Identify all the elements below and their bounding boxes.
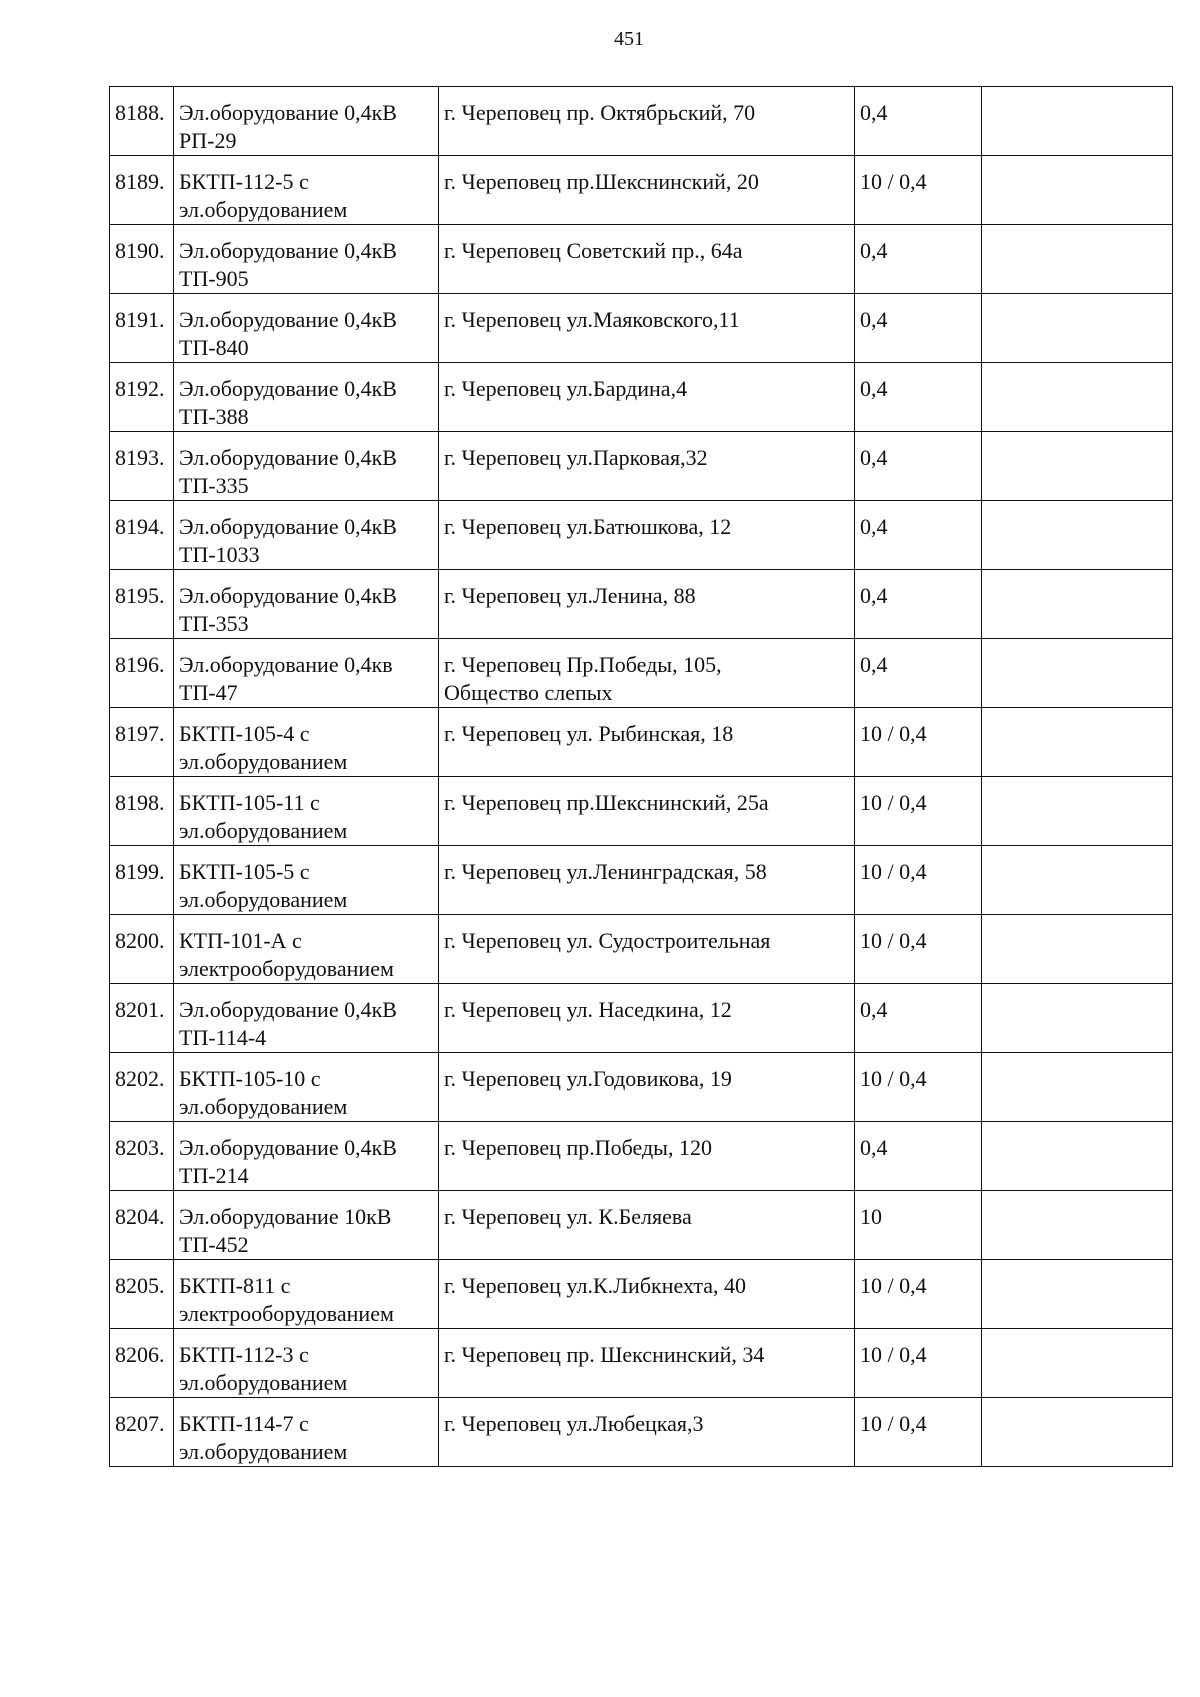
row-number: 8204. (115, 1204, 165, 1229)
voltage-cell (855, 501, 982, 570)
equipment-name: БКТП-105-11 с эл.оборудованием (179, 790, 348, 843)
table-row (110, 1122, 1173, 1191)
equipment-name-cell (174, 1329, 439, 1398)
voltage: 0,4 (860, 997, 888, 1022)
equipment-name: КТП-101-А с электрооборудованием (179, 928, 394, 981)
row-number: 8200. (115, 928, 165, 953)
extra-cell-cell (982, 156, 1173, 225)
row-number: 8190. (115, 238, 165, 263)
row-number: 8199. (115, 859, 165, 884)
equipment-name-cell (174, 570, 439, 639)
row-number-cell (110, 777, 174, 846)
address: г. Череповец ул.Маяковского,11 (444, 307, 740, 332)
voltage-cell (855, 87, 982, 156)
equipment-name: БКТП-112-5 с эл.оборудованием (179, 169, 348, 222)
table-row (110, 294, 1173, 363)
row-number-cell (110, 570, 174, 639)
address: г. Череповец пр. Шекснинский, 34 (444, 1342, 765, 1367)
voltage: 10 / 0,4 (860, 1342, 927, 1367)
address: г. Череповец пр.Шекснинский, 20 (444, 169, 759, 194)
address-cell (439, 777, 855, 846)
address: г. Череповец ул.Ленинградская, 58 (444, 859, 767, 884)
equipment-name: БКТП-811 с электрооборудованием (179, 1273, 394, 1326)
equipment-name: Эл.оборудование 0,4кВ ТП-335 (179, 445, 397, 498)
table-row (110, 1191, 1173, 1260)
voltage-cell (855, 156, 982, 225)
address: г. Череповец ул. Наседкина, 12 (444, 997, 732, 1022)
row-number: 8203. (115, 1135, 165, 1160)
voltage: 0,4 (860, 583, 888, 608)
voltage: 10 / 0,4 (860, 928, 927, 953)
address-cell (439, 501, 855, 570)
voltage: 10 / 0,4 (860, 169, 927, 194)
voltage-cell (855, 1398, 982, 1467)
row-number: 8201. (115, 997, 165, 1022)
extra-cell-cell (982, 639, 1173, 708)
extra-cell-cell (982, 708, 1173, 777)
row-number-cell (110, 501, 174, 570)
table-row (110, 1053, 1173, 1122)
voltage-cell (855, 777, 982, 846)
address-cell (439, 984, 855, 1053)
address-cell (439, 432, 855, 501)
address: г. Череповец Пр.Победы, 105, Общество слепых (444, 652, 722, 705)
equipment-name: Эл.оборудование 0,4кВ ТП-1033 (179, 514, 397, 567)
table-row (110, 846, 1173, 915)
table-row (110, 225, 1173, 294)
equipment-name: Эл.оборудование 0,4кВ РП-29 (179, 100, 397, 153)
row-number: 8195. (115, 583, 165, 608)
address-cell (439, 87, 855, 156)
voltage: 10 / 0,4 (860, 1411, 927, 1436)
address: г. Череповец ул.К.Либкнехта, 40 (444, 1273, 747, 1298)
row-number-cell (110, 1122, 174, 1191)
extra-cell-cell (982, 87, 1173, 156)
voltage: 0,4 (860, 100, 888, 125)
address: г. Череповец ул. Рыбинская, 18 (444, 721, 734, 746)
equipment-name-cell (174, 1398, 439, 1467)
extra-cell-cell (982, 1398, 1173, 1467)
equipment-name-cell (174, 777, 439, 846)
equipment-name-cell (174, 87, 439, 156)
voltage: 0,4 (860, 238, 888, 263)
address-cell (439, 570, 855, 639)
address: г. Череповец ул. К.Беляева (444, 1204, 692, 1229)
extra-cell-cell (982, 1329, 1173, 1398)
row-number-cell (110, 225, 174, 294)
extra-cell-cell (982, 984, 1173, 1053)
voltage: 10 (860, 1204, 882, 1229)
voltage-cell (855, 432, 982, 501)
voltage-cell (855, 915, 982, 984)
address: г. Череповец ул.Любецкая,3 (444, 1411, 704, 1436)
equipment-name: БКТП-114-7 с эл.оборудованием (179, 1411, 348, 1464)
extra-cell-cell (982, 846, 1173, 915)
equipment-name-cell (174, 1122, 439, 1191)
voltage: 10 / 0,4 (860, 1066, 927, 1091)
row-number-cell (110, 846, 174, 915)
equipment-name: БКТП-105-4 с эл.оборудованием (179, 721, 348, 774)
row-number: 8198. (115, 790, 165, 815)
equipment-name: БКТП-105-10 с эл.оборудованием (179, 1066, 348, 1119)
row-number-cell (110, 1329, 174, 1398)
address-cell (439, 1053, 855, 1122)
address-cell (439, 225, 855, 294)
equipment-name: Эл.оборудование 0,4кВ ТП-353 (179, 583, 397, 636)
voltage-cell (855, 363, 982, 432)
table-row (110, 1260, 1173, 1329)
row-number-cell (110, 639, 174, 708)
row-number-cell (110, 1191, 174, 1260)
registry-table (109, 86, 1173, 1467)
voltage-cell (855, 984, 982, 1053)
voltage: 0,4 (860, 652, 888, 677)
voltage-cell (855, 1122, 982, 1191)
extra-cell-cell (982, 432, 1173, 501)
voltage-cell (855, 1053, 982, 1122)
equipment-name-cell (174, 363, 439, 432)
row-number: 8197. (115, 721, 165, 746)
equipment-name-cell (174, 915, 439, 984)
equipment-name-cell (174, 1191, 439, 1260)
table-row (110, 501, 1173, 570)
table-row (110, 1398, 1173, 1467)
equipment-name: Эл.оборудование 0,4кВ ТП-388 (179, 376, 397, 429)
address-cell (439, 846, 855, 915)
address: г. Череповец ул.Годовикова, 19 (444, 1066, 732, 1091)
row-number-cell (110, 1260, 174, 1329)
equipment-name-cell (174, 501, 439, 570)
table-row (110, 639, 1173, 708)
table-row (110, 363, 1173, 432)
address-cell (439, 294, 855, 363)
extra-cell-cell (982, 570, 1173, 639)
equipment-name: Эл.оборудование 10кВ ТП-452 (179, 1204, 392, 1257)
row-number: 8192. (115, 376, 165, 401)
voltage: 0,4 (860, 307, 888, 332)
voltage: 0,4 (860, 445, 888, 470)
row-number-cell (110, 432, 174, 501)
equipment-name-cell (174, 432, 439, 501)
equipment-name-cell (174, 984, 439, 1053)
table-row (110, 156, 1173, 225)
equipment-name: Эл.оборудование 0,4кВ ТП-114-4 (179, 997, 397, 1050)
address: г. Череповец ул. Судостроительная (444, 928, 771, 953)
address-cell (439, 708, 855, 777)
row-number-cell (110, 984, 174, 1053)
voltage-cell (855, 1329, 982, 1398)
equipment-name: Эл.оборудование 0,4кВ ТП-214 (179, 1135, 397, 1188)
extra-cell-cell (982, 1191, 1173, 1260)
row-number-cell (110, 1398, 174, 1467)
voltage-cell (855, 846, 982, 915)
table-row (110, 708, 1173, 777)
address-cell (439, 639, 855, 708)
voltage: 0,4 (860, 376, 888, 401)
equipment-name-cell (174, 156, 439, 225)
equipment-name-cell (174, 708, 439, 777)
voltage: 10 / 0,4 (860, 790, 927, 815)
address: г. Череповец ул.Парковая,32 (444, 445, 708, 470)
extra-cell-cell (982, 225, 1173, 294)
address-cell (439, 1122, 855, 1191)
row-number: 8188. (115, 100, 165, 125)
row-number-cell (110, 87, 174, 156)
extra-cell-cell (982, 915, 1173, 984)
row-number-cell (110, 156, 174, 225)
extra-cell-cell (982, 501, 1173, 570)
address: г. Череповец пр.Победы, 120 (444, 1135, 712, 1160)
table-row (110, 777, 1173, 846)
equipment-name-cell (174, 294, 439, 363)
equipment-name: Эл.оборудование 0,4кв ТП-47 (179, 652, 393, 705)
extra-cell-cell (982, 1260, 1173, 1329)
address-cell (439, 363, 855, 432)
extra-cell-cell (982, 294, 1173, 363)
voltage-cell (855, 225, 982, 294)
table-row (110, 1329, 1173, 1398)
voltage: 0,4 (860, 1135, 888, 1160)
extra-cell-cell (982, 1053, 1173, 1122)
voltage-cell (855, 570, 982, 639)
row-number: 8202. (115, 1066, 165, 1091)
address: г. Череповец ул.Ленина, 88 (444, 583, 696, 608)
voltage-cell (855, 1191, 982, 1260)
row-number: 8206. (115, 1342, 165, 1367)
row-number-cell (110, 294, 174, 363)
table-row (110, 432, 1173, 501)
row-number-cell (110, 708, 174, 777)
voltage: 0,4 (860, 514, 888, 539)
equipment-name: Эл.оборудование 0,4кВ ТП-840 (179, 307, 397, 360)
address: г. Череповец ул.Бардина,4 (444, 376, 688, 401)
equipment-name-cell (174, 639, 439, 708)
voltage: 10 / 0,4 (860, 1273, 927, 1298)
equipment-name-cell (174, 1053, 439, 1122)
extra-cell-cell (982, 1122, 1173, 1191)
address: г. Череповец ул.Батюшкова, 12 (444, 514, 732, 539)
table-row (110, 984, 1173, 1053)
address-cell (439, 1191, 855, 1260)
extra-cell-cell (982, 363, 1173, 432)
row-number-cell (110, 915, 174, 984)
page-number: 451 (614, 28, 644, 50)
address-cell (439, 915, 855, 984)
row-number-cell (110, 363, 174, 432)
row-number: 8189. (115, 169, 165, 194)
equipment-name-cell (174, 225, 439, 294)
extra-cell-cell (982, 777, 1173, 846)
row-number: 8191. (115, 307, 165, 332)
equipment-name: Эл.оборудование 0,4кВ ТП-905 (179, 238, 397, 291)
voltage: 10 / 0,4 (860, 721, 927, 746)
voltage-cell (855, 294, 982, 363)
row-number: 8205. (115, 1273, 165, 1298)
equipment-name: БКТП-112-3 с эл.оборудованием (179, 1342, 348, 1395)
address-cell (439, 1329, 855, 1398)
row-number: 8193. (115, 445, 165, 470)
row-number: 8207. (115, 1411, 165, 1436)
table-row (110, 87, 1173, 156)
voltage: 10 / 0,4 (860, 859, 927, 884)
table-row (110, 570, 1173, 639)
address-cell (439, 1260, 855, 1329)
voltage-cell (855, 708, 982, 777)
row-number-cell (110, 1053, 174, 1122)
equipment-name: БКТП-105-5 с эл.оборудованием (179, 859, 348, 912)
registry-table-body (110, 87, 1173, 1467)
row-number: 8196. (115, 652, 165, 677)
equipment-name-cell (174, 1260, 439, 1329)
address-cell (439, 156, 855, 225)
address: г. Череповец пр. Октябрьский, 70 (444, 100, 756, 125)
row-number: 8194. (115, 514, 165, 539)
equipment-name-cell (174, 846, 439, 915)
table-row (110, 915, 1173, 984)
address-cell (439, 1398, 855, 1467)
voltage-cell (855, 639, 982, 708)
address: г. Череповец пр.Шекснинский, 25а (444, 790, 769, 815)
voltage-cell (855, 1260, 982, 1329)
address: г. Череповец Советский пр., 64а (444, 238, 743, 263)
